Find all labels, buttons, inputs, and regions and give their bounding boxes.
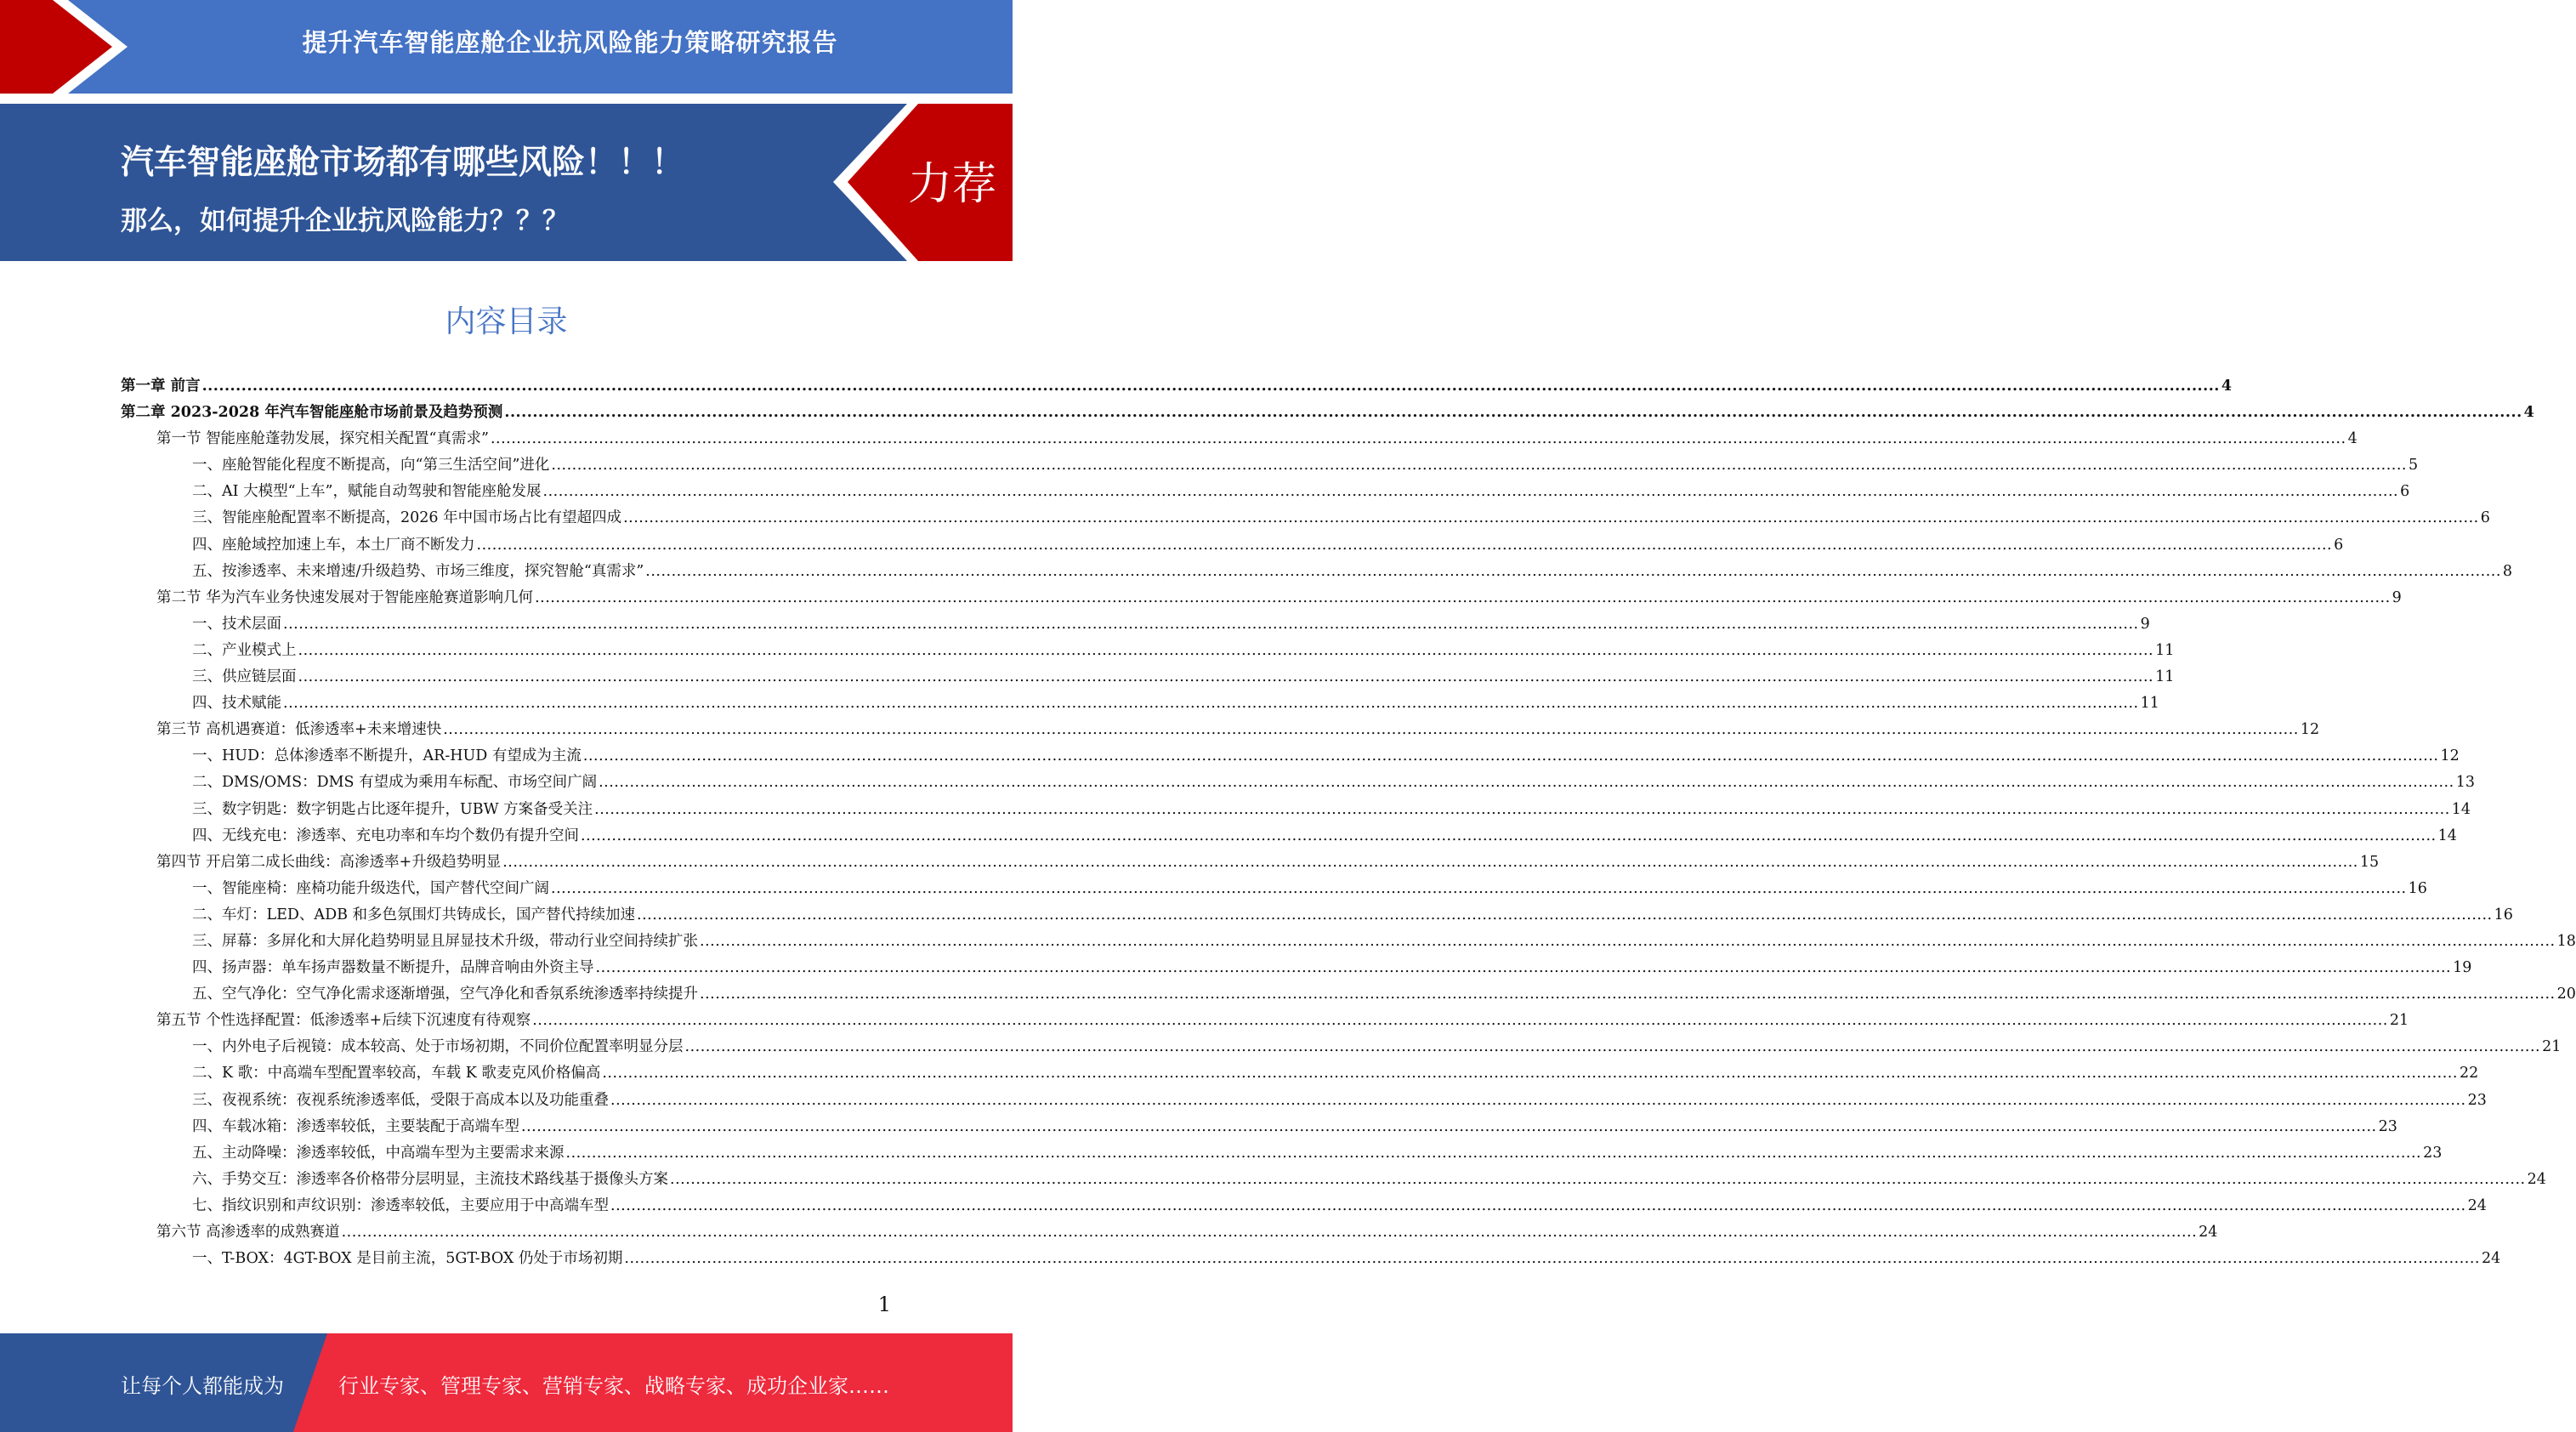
toc-leader-dots: [202, 378, 2220, 395]
toc-leader-dots: [596, 959, 2452, 976]
toc-entry-title: 五、主动降噪：渗透率较低，中高端车型为主要需求来源: [192, 1144, 565, 1162]
toc-entry-title: 二、产业模式上: [192, 641, 297, 659]
toc-leader-dots: [624, 1250, 2480, 1267]
toc-leader-dots: [551, 457, 2407, 474]
toc-entry-page: 21: [2542, 1038, 2562, 1056]
toc-entry-page: 19: [2453, 959, 2472, 977]
toc-entry-page: 5: [2409, 457, 2419, 474]
toc-entry-title: 三、数字钥匙：数字钥匙占比逐年提升，UBW 方案备受关注: [192, 800, 593, 818]
toc-entry-title: 一、T-BOX：4GT-BOX 是目前主流，5GT-BOX 仍处于市场初期: [192, 1250, 623, 1268]
toc-entry-title: 第二章 2023-2028 年汽车智能座舱市场前景及趋势预测: [121, 404, 503, 422]
promo-banner: [0, 104, 1013, 261]
toc-leader-dots: [535, 589, 2391, 606]
toc-entry-page: 23: [2467, 1091, 2487, 1109]
toc-entry-title: 第六节 高渗透率的成熟赛道: [156, 1224, 340, 1241]
toc-entry[interactable]: [121, 1088, 2487, 1115]
toc-entry-title: 第一节 智能座舱蓬勃发展，探究相关配置“真需求”: [156, 430, 489, 448]
toc-entry-page: 8: [2502, 562, 2513, 580]
toc-entry-title: 三、屏幕：多屏化和大屏化趋势明显且屏显技术升级，带动行业空间持续扩张: [192, 932, 698, 950]
toc-entry-page: 11: [2155, 641, 2175, 659]
toc-entry-page: 23: [2378, 1117, 2397, 1135]
footer-slogan-left: 让每个人都能成为: [121, 1374, 284, 1398]
toc-entry-page: 6: [2400, 483, 2410, 501]
toc-entry-title: 三、夜视系统：夜视系统渗透率低，受限于高成本以及功能重叠: [192, 1091, 609, 1109]
toc-entry[interactable]: [121, 982, 2576, 1009]
toc-entry[interactable]: [121, 506, 2490, 532]
toc-entry[interactable]: [121, 1220, 2218, 1247]
recommend-badge: 力荐: [907, 159, 996, 210]
table-of-contents: [121, 374, 2576, 1273]
toc-entry[interactable]: [121, 929, 2576, 956]
toc-entry-title: 二、K 歌：中高端车型配置率较高，车载 K 歌麦克风价格偏高: [192, 1065, 601, 1083]
toc-entry-page: 9: [2392, 588, 2402, 606]
toc-entry[interactable]: [121, 744, 2460, 770]
toc-leader-dots: [610, 1197, 2466, 1214]
toc-leader-dots: [477, 537, 2333, 554]
toc-entry-title: 一、内外电子后视镜：成本较高、处于市场初期，不同价位配置率明显分层: [192, 1038, 684, 1056]
toc-entry-page: 6: [2334, 536, 2344, 554]
toc-entry[interactable]: [121, 850, 2380, 877]
toc-entry-page: 24: [2481, 1250, 2501, 1268]
toc-entry-title: 第一章 前言: [121, 378, 201, 395]
toc-entry[interactable]: [121, 1061, 2479, 1088]
toc-leader-dots: [532, 1012, 2388, 1029]
toc-entry-title: 五、空气净化：空气净化需求逐渐增强，空气净化和香氛系统渗透率持续提升: [192, 986, 698, 1003]
toc-entry[interactable]: [121, 1194, 2487, 1220]
toc-heading: 内容目录: [445, 304, 568, 339]
toc-entry[interactable]: [121, 401, 2534, 427]
toc-entry-title: 三、供应链层面: [192, 668, 297, 686]
toc-entry-page: 4: [2221, 378, 2233, 395]
toc-leader-dots: [583, 747, 2439, 764]
toc-entry[interactable]: [121, 374, 2233, 401]
toc-entry-page: 11: [2140, 695, 2159, 713]
toc-entry[interactable]: [121, 770, 2475, 797]
toc-leader-dots: [504, 404, 2522, 421]
toc-entry[interactable]: [121, 1141, 2443, 1168]
toc-entry[interactable]: [121, 586, 2402, 612]
toc-entry[interactable]: [121, 639, 2175, 665]
toc-entry-page: 13: [2455, 774, 2475, 792]
toc-leader-dots: [623, 509, 2479, 526]
report-title-bar: [0, 0, 1013, 94]
toc-entry[interactable]: [121, 480, 2410, 506]
toc-leader-dots: [502, 854, 2358, 871]
toc-entry-title: 第三节 高机遇赛道：低渗透率+未来增速快: [156, 721, 442, 739]
page-number: 1: [877, 1293, 891, 1316]
toc-leader-dots: [670, 1171, 2526, 1188]
footer-slogan-right: 行业专家、管理专家、营销专家、战略专家、成功企业家……: [338, 1374, 889, 1398]
toc-entry-page: 24: [2199, 1224, 2218, 1241]
toc-leader-dots: [637, 906, 2493, 923]
toc-entry[interactable]: [121, 560, 2513, 586]
toc-entry-title: 四、技术赋能: [192, 695, 281, 713]
toc-entry-page: 20: [2556, 986, 2576, 1003]
toc-entry-page: 14: [2437, 827, 2457, 844]
toc-entry-page: 21: [2389, 1012, 2409, 1030]
toc-entry[interactable]: [121, 824, 2457, 850]
toc-leader-dots: [283, 616, 2139, 633]
toc-entry[interactable]: [121, 718, 2320, 744]
toc-entry-title: 一、智能座椅：座椅功能升级迭代，国产替代空间广阔: [192, 879, 549, 897]
toc-entry-title: 五、按渗透率、未来增速/升级趋势、市场三维度，探究智舱“真需求”: [192, 562, 644, 580]
toc-entry-title: 第五节 个性选择配置：低渗透率+后续下沉速度有待观察: [156, 1012, 531, 1030]
toc-entry-title: 四、座舱域控加速上车，本土厂商不断发力: [192, 536, 475, 554]
banner-headline: 汽车智能座舱市场都有哪些风险！！！: [121, 144, 685, 182]
toc-entry-title: 第二节 华为汽车业务快速发展对于智能座舱赛道影响几何: [156, 588, 534, 606]
toc-entry[interactable]: [121, 665, 2175, 691]
toc-leader-dots: [566, 1145, 2422, 1162]
toc-entry-page: 18: [2556, 932, 2576, 950]
toc-entry-page: 4: [2523, 404, 2534, 422]
toc-entry-title: 七、指纹识别和声纹识别：渗透率较低，主要应用于中高端车型: [192, 1196, 609, 1214]
toc-entry[interactable]: [121, 533, 2344, 560]
toc-entry-title: 一、HUD：总体渗透率不断提升，AR-HUD 有望成为主流: [192, 747, 582, 765]
report-title: 提升汽车智能座舱企业抗风险能力策略研究报告: [302, 28, 838, 57]
toc-entry-title: 六、手势交互：渗透率各价格带分层明显，主流技术路线基于摄像头方案: [192, 1170, 668, 1188]
toc-leader-dots: [645, 563, 2501, 580]
toc-leader-dots: [594, 801, 2450, 818]
toc-leader-dots: [700, 933, 2556, 950]
banner-subheadline: 那么，如何提升企业抗风险能力？？？: [121, 206, 569, 236]
toc-entry-title: 一、座舱智能化程度不断提高，向“第三生活空间”进化: [192, 457, 550, 474]
red-arrow-decoration: [0, 0, 128, 94]
toc-entry-page: 6: [2480, 509, 2490, 527]
toc-entry-title: 四、扬声器：单车扬声器数量不断提升，品牌音响由外资主导: [192, 959, 594, 977]
toc-entry-title: 二、AI 大模型“上车”，赋能自动驾驶和智能座舱发展: [192, 483, 542, 501]
toc-leader-dots: [342, 1224, 2198, 1241]
toc-leader-dots: [551, 880, 2407, 897]
toc-leader-dots: [298, 642, 2154, 659]
toc-leader-dots: [443, 721, 2299, 738]
toc-entry[interactable]: [121, 1035, 2562, 1061]
toc-entry[interactable]: [121, 798, 2471, 824]
toc-entry-page: 12: [2440, 747, 2460, 765]
toc-entry-title: 四、无线充电：渗透率、充电功率和车均个数仍有提升空间: [192, 827, 579, 844]
toc-entry[interactable]: [121, 427, 2358, 453]
footer-banner: [0, 1333, 1013, 1432]
toc-entry-page: 14: [2451, 800, 2471, 818]
toc-entry-page: 16: [2408, 879, 2427, 897]
toc-leader-dots: [610, 1092, 2466, 1109]
toc-entry-page: 12: [2300, 721, 2320, 739]
toc-entry[interactable]: [121, 1247, 2501, 1273]
toc-entry[interactable]: [121, 1115, 2397, 1141]
toc-entry[interactable]: [121, 1009, 2409, 1035]
toc-leader-dots: [602, 1065, 2458, 1082]
toc-entry[interactable]: [121, 956, 2472, 982]
toc-leader-dots: [283, 695, 2139, 712]
toc-entry-page: 16: [2494, 906, 2513, 923]
toc-entry-title: 二、DMS/OMS：DMS 有望成为乘用车标配、市场空间广阔: [192, 774, 598, 792]
toc-entry-title: 第四节 开启第二成长曲线：高渗透率+升级趋势明显: [156, 853, 502, 871]
toc-leader-dots: [491, 430, 2346, 447]
toc-leader-dots: [581, 827, 2437, 844]
toc-entry[interactable]: [121, 877, 2427, 903]
toc-entry[interactable]: [121, 1168, 2546, 1194]
toc-leader-dots: [685, 1038, 2541, 1055]
toc-entry-title: 四、车载冰箱：渗透率较低，主要装配于高端车型: [192, 1117, 519, 1135]
toc-leader-dots: [599, 774, 2454, 791]
toc-entry[interactable]: [121, 691, 2159, 718]
toc-leader-dots: [700, 986, 2556, 1003]
toc-entry[interactable]: [121, 903, 2513, 929]
toc-entry-page: 4: [2347, 430, 2358, 448]
toc-entry-page: 15: [2359, 853, 2380, 871]
toc-entry-page: 22: [2459, 1065, 2479, 1083]
toc-entry[interactable]: [121, 453, 2419, 480]
toc-leader-dots: [521, 1118, 2377, 1135]
toc-entry-page: 11: [2155, 668, 2175, 686]
toc-leader-dots: [543, 483, 2399, 500]
toc-entry-title: 三、智能座舱配置率不断提高，2026 年中国市场占比有望超四成: [192, 509, 622, 527]
toc-entry-title: 一、技术层面: [192, 615, 281, 633]
toc-entry-page: 9: [2140, 615, 2150, 633]
toc-leader-dots: [298, 668, 2154, 685]
toc-entry-page: 24: [2527, 1170, 2546, 1188]
header-divider: [0, 94, 1013, 104]
toc-entry[interactable]: [121, 612, 2150, 639]
toc-entry-page: 23: [2423, 1144, 2443, 1162]
toc-entry-page: 24: [2467, 1196, 2487, 1214]
toc-entry-title: 二、车灯：LED、ADB 和多色氛围灯共铸成长，国产替代持续加速: [192, 906, 636, 923]
